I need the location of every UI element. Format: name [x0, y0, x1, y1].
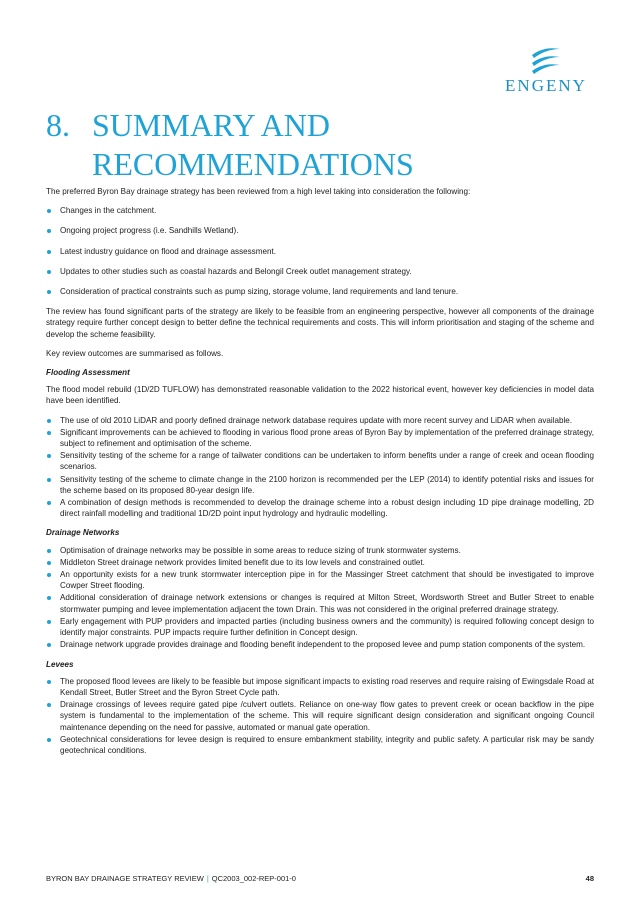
engeny-logo [496, 46, 596, 98]
page-footer [46, 874, 594, 883]
drainage-list [46, 545, 594, 651]
heading-line-2: RECOMMENDATIONS [92, 146, 414, 182]
footer-doc-ref: QC2003_002-REP-001-0 [211, 874, 296, 883]
flooding-paragraph: The flood model rebuild (1D/2D TUFLOW) has demonstrated reasonable validation to the 2022 historical event, however key deficiencies in model data have been identified. [46, 385, 594, 406]
bullet-icon [47, 596, 51, 600]
list-item: Additional consideration of drainage network extensions or changes is required at Milton Street, Wordsworth Street and Butler Street to enable stormwater pumping and levee implementation adjacent the town Drain. This was not considered in the original preferred drainage strategy. [46, 592, 594, 614]
bullet-icon [47, 738, 51, 742]
list-item: Significant improvements can be achieved to flooding in various flood prone areas of Byron Bay by implementation of the preferred drainage strategy, subject to refinement and optimisation of the scheme. [46, 427, 594, 449]
list-item: Drainage network upgrade provides drainage and flooding benefit independent to the proposed levee and pump station components of the system. [46, 639, 594, 650]
bullet-icon [47, 620, 51, 624]
levees-list [46, 676, 594, 756]
logo-wordmark: ENGENY [505, 76, 587, 95]
list-item: Updates to other studies such as coastal hazards and Belongil Creek outlet management strategy. [46, 266, 594, 277]
logo-swoosh-icon [530, 46, 562, 74]
section-number: 8. [46, 107, 70, 143]
flooding-heading: Flooding Assessment [46, 368, 130, 378]
key-outcomes-paragraph: Key review outcomes are summarised as follows. [46, 348, 224, 358]
list-item: Sensitivity testing of the scheme for a range of tailwater conditions can be undertaken to inform benefits under a range of creek and ocean flooding scenarios. [46, 450, 594, 472]
bullet-icon [47, 209, 51, 213]
bullet-icon [47, 290, 51, 294]
list-item: A combination of design methods is recommended to develop the drainage scheme into a robust design including 1D pipe drainage modelling, 2D direct rainfall modelling and traditional 1D/2D point input hydrology and hydraulic modelling. [46, 497, 594, 519]
flooding-list [46, 415, 594, 520]
list-item: Geotechnical considerations for levee design is required to ensure embankment stability, integrity and public safety. A particular risk may be sandy geotechnical conditions. [46, 734, 594, 756]
list-item: The use of old 2010 LiDAR and poorly defined drainage network database requires update with more recent survey and LiDAR when available. [46, 415, 594, 426]
considerations-list [46, 205, 594, 297]
list-item: Ongoing project progress (i.e. Sandhills Wetland). [46, 225, 594, 236]
list-item: Early engagement with PUP providers and impacted parties (including business owners and the community) is required following concept design to identify major constraints. PUP impacts require further definition in Concept design. [46, 616, 594, 638]
footer-separator: | [206, 874, 209, 883]
bullet-icon [47, 454, 51, 458]
footer-doc-title: BYRON BAY DRAINAGE STRATEGY REVIEW [46, 874, 204, 883]
list-item: Latest industry guidance on flood and drainage assessment. [46, 246, 594, 257]
bullet-icon [47, 561, 51, 565]
bullet-icon [47, 250, 51, 254]
bullet-icon [47, 703, 51, 707]
levees-heading: Levees [46, 659, 74, 669]
review-paragraph: The review has found significant parts of the strategy are likely to be feasible from an engineering perspective, however all components of the drainage strategy require further concept design to better define the technical requirements and costs. This will inform prioritisation and staging of the scheme and develop the scheme feasibility. [46, 307, 594, 339]
list-item: Consideration of practical constraints such as pump sizing, storage volume, land requirements and land tenure. [46, 286, 594, 297]
list-item: Sensitivity testing of the scheme to climate change in the 2100 horizon is recommended per the LEP (2014) to identify potential risks and issues for the scheme based on its proposed 80-year design life. [46, 474, 594, 496]
list-item: Optimisation of drainage networks may be possible in some areas to reduce sizing of trunk stormwater systems. [46, 545, 594, 556]
section-heading [46, 106, 606, 184]
heading-line-1: SUMMARY AND [92, 107, 330, 143]
body-content [46, 186, 594, 757]
list-item: The proposed flood levees are likely to be feasible but impose significant impacts to existing road reserves and require raising of Ewingsdale Road at Kendall Street, Butler Street and the Byron Street Cycle path. [46, 676, 594, 698]
bullet-icon [47, 270, 51, 274]
page-number: 48 [585, 874, 594, 883]
intro-paragraph: The preferred Byron Bay drainage strategy has been reviewed from a high level taking into consideration the following: [46, 187, 471, 196]
list-item: Changes in the catchment. [46, 205, 594, 216]
bullet-icon [47, 419, 51, 423]
bullet-icon [47, 643, 51, 647]
list-item: An opportunity exists for a new trunk stormwater interception pipe in for the Massinger Street catchment that should be investigated to improve Cowper Street flooding. [46, 569, 594, 591]
bullet-icon [47, 573, 51, 577]
drainage-heading: Drainage Networks [46, 528, 120, 538]
bullet-icon [47, 478, 51, 482]
list-item: Middleton Street drainage network provides limited benefit due to its low levels and constrained outlet. [46, 557, 594, 568]
list-item: Drainage crossings of levees require gated pipe /culvert outlets. Reliance on one-way flow gates to prevent creek or ocean backflow in the pipe system is fundamental to the implementation of the scheme. This will require significant design consideration and significant ongoing Council maintenance depending on the need for passive, automated or manual gate operation. [46, 699, 594, 733]
bullet-icon [47, 229, 51, 233]
bullet-icon [47, 501, 51, 505]
bullet-icon [47, 431, 51, 435]
bullet-icon [47, 549, 51, 553]
bullet-icon [47, 680, 51, 684]
